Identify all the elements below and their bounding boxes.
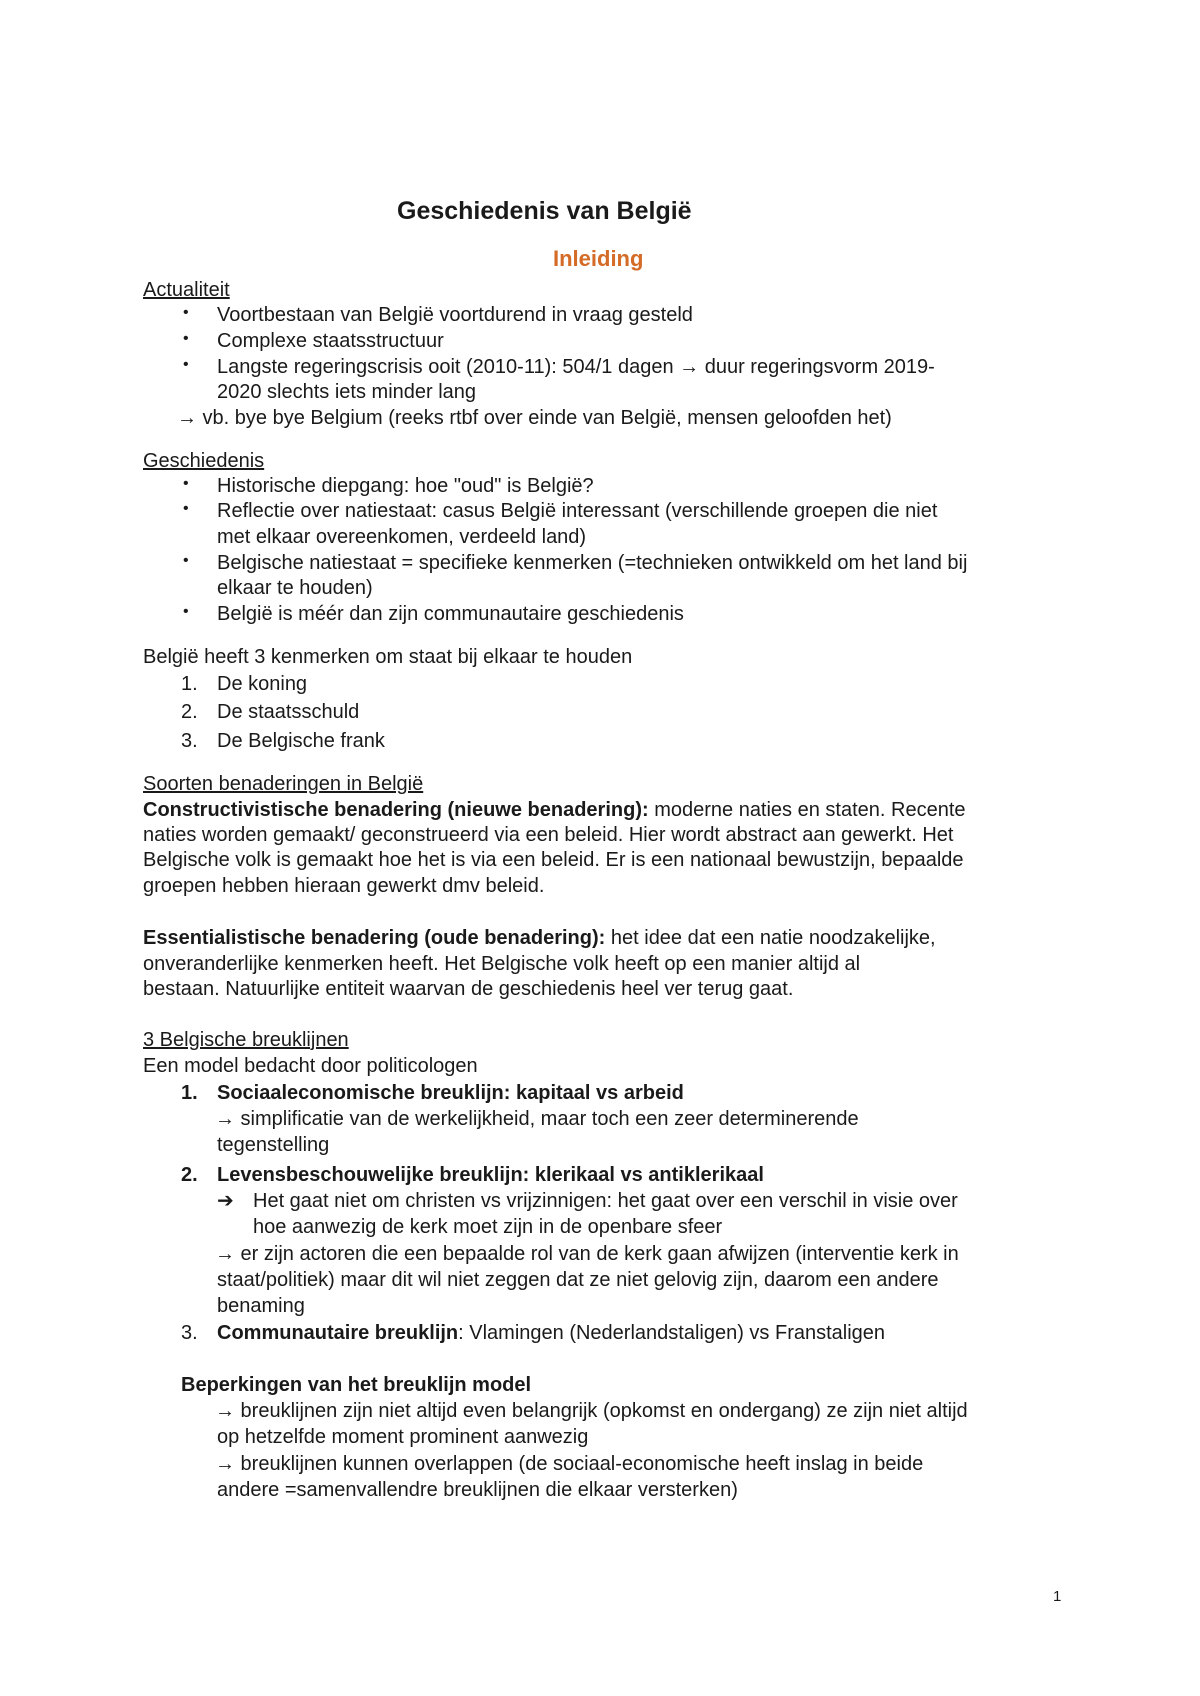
paragraph-line: Belgische volk is gemaakt hoe het is via een beleid. Er is een nationaal bewustzijn, bepaalde <box>143 849 964 871</box>
arrow-note: → vb. bye bye Belgium (reeks rtbf over einde van België, mensen geloofden het) <box>177 407 892 429</box>
list-item-title: Communautaire breuklijn <box>217 1322 459 1344</box>
bullet-icon: • <box>183 500 189 517</box>
paragraph-line: onveranderlijke kenmerken heeft. Het Belgische volk heeft op een manier altijd al <box>143 953 861 975</box>
list-item: Historische diepgang: hoe "oud" is België? <box>217 475 594 497</box>
bullet-icon: • <box>183 475 189 492</box>
arrow-note-continuation: andere =samenvallendre breuklijnen die elkaar versterken) <box>217 1479 738 1501</box>
bullet-icon: • <box>183 603 189 620</box>
list-item: Communautaire breuklijn: Vlamingen (Nederlandstaligen) vs Franstaligen <box>217 1322 886 1344</box>
list-item-title: Sociaaleconomische breuklijn: kapitaal vs arbeid <box>217 1082 684 1104</box>
heading-breuklijnen: 3 Belgische breuklijnen <box>143 1029 349 1051</box>
heading-benaderingen: Soorten benaderingen in België <box>143 773 424 795</box>
paragraph: Een model bedacht door politicologen <box>143 1055 478 1077</box>
paragraph: België heeft 3 kenmerken om staat bij elkaar te houden <box>143 646 633 668</box>
bullet-icon: • <box>183 356 189 373</box>
sub-item: Het gaat niet om christen vs vrijzinnigen: het gaat over een verschil in visie over <box>253 1190 958 1212</box>
arrow-note: → er zijn actoren die een bepaalde rol van de kerk gaan afwijzen (interventie kerk in <box>215 1243 959 1265</box>
list-number: 3. <box>181 1322 198 1344</box>
arrow-note-continuation: op hetzelfde moment prominent aanwezig <box>217 1426 589 1448</box>
bullet-icon: • <box>183 552 189 569</box>
arrow-note-continuation: tegenstelling <box>217 1134 330 1156</box>
list-number: 3. <box>181 730 198 752</box>
term-label: Constructivistische benadering (nieuwe benadering): <box>143 799 649 821</box>
subheading-beperkingen: Beperkingen van het breuklijn model <box>181 1374 532 1396</box>
list-item: De koning <box>217 673 308 695</box>
list-item: Belgische natiestaat = specifieke kenmerken (=technieken ontwikkeld om het land bij <box>217 552 968 574</box>
list-item-continuation: met elkaar overeenkomen, verdeeld land) <box>217 526 587 548</box>
paragraph-line: bestaan. Natuurlijke entiteit waarvan de geschiedenis heel ver terug gaat. <box>143 978 794 1000</box>
bullet-icon: • <box>183 330 189 347</box>
list-item: Reflectie over natiestaat: casus België interessant (verschillende groepen die niet <box>217 500 938 522</box>
list-item: De staatsschuld <box>217 701 360 723</box>
list-number: 1. <box>181 673 198 695</box>
list-item: Langste regeringscrisis ooit (2010-11): 504/1 dagen → duur regeringsvorm 2019- <box>217 356 935 378</box>
term-label: Essentialistische benadering (oude benadering): <box>143 927 606 949</box>
page-number: 1 <box>1053 1588 1062 1605</box>
list-item-continuation: 2020 slechts iets minder lang <box>217 381 477 403</box>
list-item-title: Levensbeschouwelijke breuklijn: klerikaal vs antiklerikaal <box>217 1164 764 1186</box>
sub-item-continuation: hoe aanwezig de kerk moet zijn in de openbare sfeer <box>253 1216 723 1238</box>
arrow-note: → simplificatie van de werkelijkheid, maar toch een zeer determinerende <box>215 1108 859 1130</box>
page-title: Geschiedenis van België <box>397 197 692 225</box>
list-item-continuation: elkaar te houden) <box>217 577 373 599</box>
paragraph-constructivistisch: Constructivistische benadering (nieuwe benadering): moderne naties en staten. Recente <box>143 799 966 821</box>
arrow-note-continuation: benaming <box>217 1295 305 1317</box>
arrow-icon: ➔ <box>217 1190 234 1212</box>
list-number: 2. <box>181 701 198 723</box>
heading-actualiteit: Actualiteit <box>143 279 230 301</box>
heading-geschiedenis: Geschiedenis <box>143 450 265 472</box>
arrow-note-continuation: staat/politiek) maar dit wil niet zeggen dat ze niet gelovig zijn, daarom een andere <box>217 1269 939 1291</box>
list-number: 1. <box>181 1082 198 1104</box>
bullet-icon: • <box>183 304 189 321</box>
list-number: 2. <box>181 1164 198 1186</box>
arrow-note: → breuklijnen zijn niet altijd even belangrijk (opkomst en ondergang) ze zijn niet altijd <box>215 1400 968 1422</box>
list-item: Voortbestaan van België voortdurend in vraag gesteld <box>217 304 693 326</box>
list-item: Complexe staatsstructuur <box>217 330 444 352</box>
list-item: De Belgische frank <box>217 730 385 752</box>
paragraph-essentialistisch: Essentialistische benadering (oude benadering): het idee dat een natie noodzakelijke, <box>143 927 936 949</box>
list-item: België is méér dan zijn communautaire geschiedenis <box>217 603 684 625</box>
arrow-note: → breuklijnen kunnen overlappen (de sociaal-economische heeft inslag in beide <box>215 1453 924 1475</box>
paragraph-line: groepen hebben hieraan gewerkt dmv beleid. <box>143 875 545 897</box>
section-subtitle: Inleiding <box>553 246 644 271</box>
paragraph-line: naties worden gemaakt/ geconstrueerd via een beleid. Hier wordt abstract aan gewerkt. Het <box>143 824 954 846</box>
